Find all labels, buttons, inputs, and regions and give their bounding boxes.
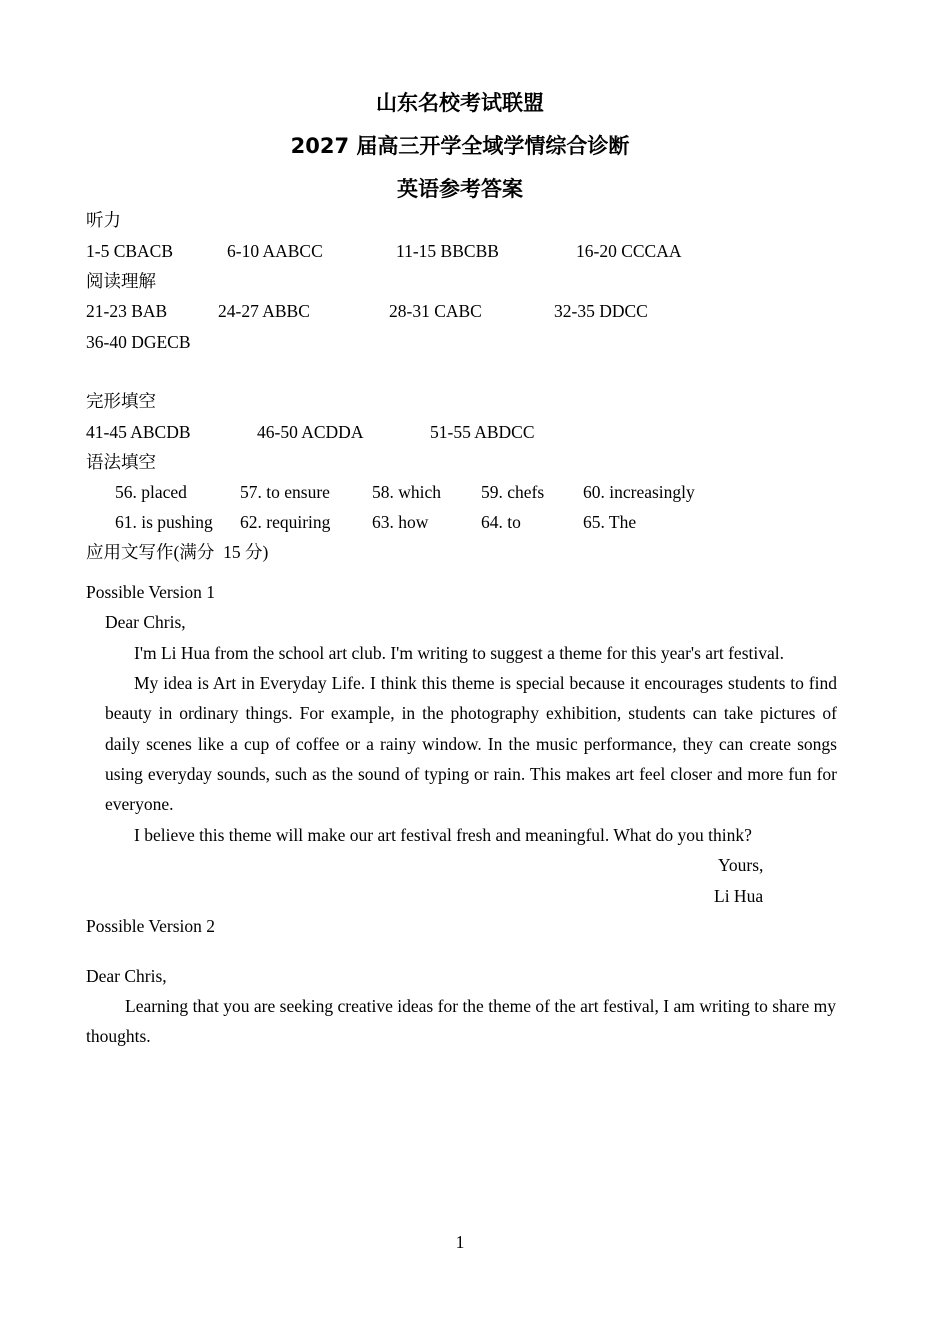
version-heading: Possible Version 1 (86, 582, 215, 602)
exam-title: 2027 届高三开学全域学情综合诊断 (290, 134, 630, 158)
answer-item: 57. to ensure (240, 482, 330, 502)
paragraph (86, 991, 836, 1052)
answer-group: 46-50 ACDDA (257, 422, 364, 442)
answer-group: 32-35 DDCC (554, 301, 648, 321)
answer-group: 28-31 CABC (389, 301, 482, 321)
org-title: 山东名校考试联盟 (376, 91, 544, 115)
answer-group: 1-5 CBACB (86, 241, 174, 261)
page-number: 1 (455, 1232, 465, 1252)
answer-group: 36-40 DGECB (86, 332, 191, 352)
paragraph-text: I believe this theme will make our art festival fresh and meaningful. What do you think? (134, 825, 752, 845)
answer-group: 16-20 CCCAA (576, 241, 682, 261)
paragraph-text: My idea is Art in Everyday Life. I think this theme is special because it encourages students to find beauty in ordinary things. For example, in the photography exhibition, students can take pictures of daily scenes like a cup of coffee or a rainy window. In the music performance, they can create songs using everyday sounds, such as the sound of typing or rain. This makes art feel closer and more fun for everyone. (105, 673, 837, 815)
answer-group: 41-45 ABCDB (86, 422, 191, 442)
subject-title: 英语参考答案 (397, 177, 523, 201)
section-label-listening: 听力 (86, 210, 121, 230)
answer-item: 60. increasingly (583, 482, 695, 502)
answer-group: 24-27 ABBC (218, 301, 310, 321)
salutation: Dear Chris, (105, 612, 186, 632)
section-label-writing: 应用文写作(满分 15 分) (86, 542, 269, 562)
section-label-grammar: 语法填空 (86, 452, 156, 472)
paragraph-text: Learning that you are seeking creative ideas for the theme of the art festival, I am writing to share my thoughts. (86, 996, 836, 1047)
letter-signature: Li Hua (714, 886, 764, 906)
paragraph (105, 820, 837, 850)
answer-group: 21-23 BAB (86, 301, 168, 321)
salutation: Dear Chris, (86, 966, 167, 986)
version-heading: Possible Version 2 (86, 916, 215, 936)
letter-closing: Yours, (718, 855, 764, 875)
paragraph (105, 668, 837, 819)
answer-item: 56. placed (115, 482, 187, 502)
answer-item: 64. to (481, 512, 521, 532)
answer-item: 59. chefs (481, 482, 545, 502)
section-label-cloze: 完形填空 (86, 391, 156, 411)
answer-item: 65. The (583, 512, 637, 532)
answer-item: 61. is pushing (115, 512, 213, 532)
answer-group: 51-55 ABDCC (430, 422, 535, 442)
answer-item: 62. requiring (240, 512, 331, 532)
answer-group: 6-10 AABCC (227, 241, 323, 261)
section-label-reading: 阅读理解 (86, 271, 156, 291)
answer-item: 63. how (372, 512, 429, 532)
paragraph (105, 638, 837, 668)
answer-item: 58. which (372, 482, 442, 502)
answer-group: 11-15 BBCBB (396, 241, 499, 261)
paragraph-text: I'm Li Hua from the school art club. I'm writing to suggest a theme for this year's art festival. (134, 643, 784, 663)
